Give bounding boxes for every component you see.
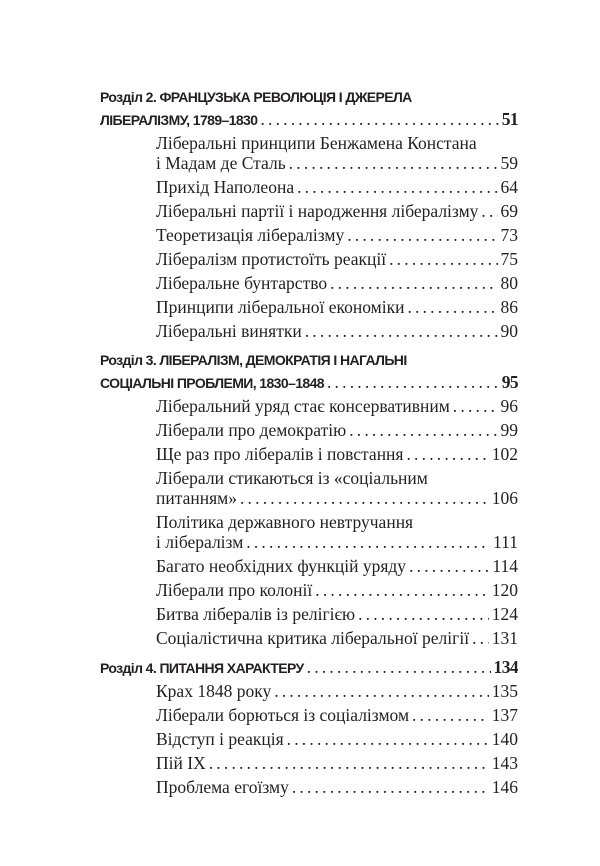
chapter-title-row xyxy=(100,108,518,131)
toc-entry[interactable] xyxy=(156,199,518,223)
dot-leader xyxy=(260,108,498,130)
toc-entry[interactable] xyxy=(156,175,518,199)
entry-row xyxy=(156,753,518,773)
entry-title-text: і лібералізм xyxy=(156,532,244,552)
entry-title-text: Ліберальний уряд стає консервативним xyxy=(156,396,450,416)
dot-leader xyxy=(287,729,489,749)
chapter-title-row xyxy=(100,656,518,679)
dot-leader xyxy=(406,444,488,464)
page-number: 96 xyxy=(500,396,518,416)
entry-row xyxy=(156,604,518,624)
table-of-contents xyxy=(100,86,518,805)
page-number: 111 xyxy=(493,532,518,552)
page-number: 51 xyxy=(501,109,518,129)
dot-leader xyxy=(297,177,497,197)
dot-leader xyxy=(315,580,488,600)
entry-row xyxy=(156,681,518,701)
entry-title-text: Ліберальні партії і народження лібералізму xyxy=(156,201,479,221)
entry-title-text: питанням» xyxy=(156,488,237,508)
page-number: 146 xyxy=(491,777,518,797)
entry-row xyxy=(156,628,518,648)
entry-row xyxy=(156,444,518,464)
toc-entry[interactable] xyxy=(156,131,518,175)
entry-title-text: Соціалістична критика ліберальної релігії xyxy=(156,628,470,648)
entry-row xyxy=(156,249,518,269)
entry-title-text: Ліберальні принципи Бенжамена Констана xyxy=(156,133,477,153)
entry-row xyxy=(156,488,518,508)
entry-row xyxy=(156,177,518,197)
page-number: 59 xyxy=(500,153,518,173)
chapter-title-line xyxy=(100,656,518,679)
page-number: 131 xyxy=(491,628,518,648)
page-number: 106 xyxy=(491,488,518,508)
chapter-title-text: ЛІБЕРАЛІЗМУ, 1789–1830 xyxy=(100,112,258,128)
entry-row xyxy=(156,556,518,576)
dot-leader xyxy=(453,396,498,416)
toc-entry[interactable] xyxy=(156,703,518,727)
toc-entry[interactable] xyxy=(156,510,518,554)
dot-leader xyxy=(327,371,499,393)
chapter-title-line xyxy=(100,349,518,371)
entry-row xyxy=(156,729,518,749)
dot-leader xyxy=(409,556,489,576)
entry-title-text: Крах 1848 року xyxy=(156,681,272,701)
page-number: 140 xyxy=(491,729,518,749)
dot-leader xyxy=(305,321,498,341)
entry-row xyxy=(156,396,518,416)
page-number: 90 xyxy=(500,321,518,341)
page-number: 137 xyxy=(491,705,518,725)
toc-entry[interactable] xyxy=(156,418,518,442)
entry-title-text: Відступ і реакція xyxy=(156,729,284,749)
entry-title-text: Прихід Наполеона xyxy=(156,177,295,197)
toc-chapter xyxy=(100,349,518,650)
entry-row xyxy=(156,201,518,221)
dot-leader xyxy=(209,753,489,773)
entry-title-text: Принципи ліберальної економіки xyxy=(156,297,405,317)
dot-leader xyxy=(292,777,489,797)
entry-title-text: Теоретизація лібералізму xyxy=(156,225,345,245)
page-number: 114 xyxy=(492,556,518,576)
dot-leader xyxy=(289,153,498,173)
chapter-title-text: Розділ 2. ФРАНЦУЗЬКА РЕВОЛЮЦІЯ І ДЖЕРЕЛА xyxy=(100,89,412,105)
toc-entry[interactable] xyxy=(156,271,518,295)
dot-leader xyxy=(347,225,497,245)
toc-entry[interactable] xyxy=(156,727,518,751)
page-number: 75 xyxy=(500,249,518,269)
dot-leader xyxy=(407,297,497,317)
dot-leader xyxy=(307,656,491,678)
entry-title-text: Ще раз про лібералів і повстання xyxy=(156,444,404,464)
dot-leader xyxy=(389,249,497,269)
chapter-title-line xyxy=(100,371,518,394)
entry-title-text: Пій IX xyxy=(156,753,206,773)
entry-row xyxy=(156,153,518,173)
toc-chapter xyxy=(100,86,518,343)
toc-entry[interactable] xyxy=(156,247,518,271)
entry-title-text: Битва лібералів із релігією xyxy=(156,604,356,624)
chapter-title-row xyxy=(100,371,518,394)
toc-entry[interactable] xyxy=(156,466,518,510)
entry-row xyxy=(156,580,518,600)
toc-entry[interactable] xyxy=(156,775,518,799)
page-number: 134 xyxy=(493,657,518,677)
entry-title-text: і Мадам де Сталь xyxy=(156,153,286,173)
dot-leader xyxy=(349,420,497,440)
page-number: 102 xyxy=(491,444,518,464)
page-number: 124 xyxy=(491,604,518,624)
dot-leader xyxy=(330,273,497,293)
dot-leader xyxy=(412,705,489,725)
dot-leader xyxy=(274,681,489,701)
dot-leader xyxy=(358,604,489,624)
toc-entry[interactable] xyxy=(156,442,518,466)
toc-entry[interactable] xyxy=(156,295,518,319)
page-number: 73 xyxy=(500,225,518,245)
dot-leader xyxy=(240,488,489,508)
page-number: 143 xyxy=(491,753,518,773)
entry-row xyxy=(156,321,518,341)
chapter-title-text: Розділ 3. ЛІБЕРАЛІЗМ, ДЕМОКРАТІЯ І НАГАЛЬНІ xyxy=(100,352,407,368)
dot-leader xyxy=(246,532,490,552)
entry-title-text: Ліберали про демократію xyxy=(156,420,347,440)
chapter-title-line xyxy=(100,108,518,131)
entry-title-text: Ліберали борються із соціалізмом xyxy=(156,705,410,725)
entry-row xyxy=(156,225,518,245)
dot-leader xyxy=(472,628,489,648)
chapter-title-line xyxy=(100,86,518,108)
toc-entry[interactable] xyxy=(156,223,518,247)
page-number: 135 xyxy=(491,681,518,701)
toc-entry[interactable] xyxy=(156,751,518,775)
toc-entry[interactable] xyxy=(156,679,518,703)
entry-row xyxy=(156,532,518,552)
entry-title-text: Ліберали стикаються із «соціальним xyxy=(156,468,428,488)
entry-row xyxy=(156,273,518,293)
chapter-title-text: Розділ 4. ПИТАННЯ ХАРАКТЕРУ xyxy=(100,660,304,676)
toc-chapter xyxy=(100,656,518,799)
entry-title-text: Ліберальні винятки xyxy=(156,321,302,341)
entry-row xyxy=(156,420,518,440)
toc-entry[interactable] xyxy=(156,578,518,602)
entry-row xyxy=(156,705,518,725)
toc-entry[interactable] xyxy=(156,602,518,626)
page-number: 86 xyxy=(500,297,518,317)
toc-entry[interactable] xyxy=(156,554,518,578)
page-number: 120 xyxy=(491,580,518,600)
entry-title-text: Ліберали про колонії xyxy=(156,580,313,600)
toc-entry[interactable] xyxy=(156,626,518,650)
dot-leader xyxy=(481,201,497,221)
entry-title-text: Політика державного невтручання xyxy=(156,512,414,532)
chapter-title-text: СОЦІАЛЬНІ ПРОБЛЕМИ, 1830–1848 xyxy=(100,375,324,391)
toc-entry[interactable] xyxy=(156,319,518,343)
entry-title-text: Ліберальне бунтарство xyxy=(156,273,328,293)
entry-row xyxy=(156,777,518,797)
page-number: 80 xyxy=(500,273,518,293)
page-number: 99 xyxy=(500,420,518,440)
page-number: 95 xyxy=(501,372,518,392)
page-number: 69 xyxy=(500,201,518,221)
entry-row xyxy=(156,297,518,317)
entry-title-text: Багато необхідних функцій уряду xyxy=(156,556,407,576)
entry-title-text: Проблема егоїзму xyxy=(156,777,289,797)
toc-entry[interactable] xyxy=(156,394,518,418)
entry-title-text: Лібералізм протистоїть реакції xyxy=(156,249,387,269)
page-number: 64 xyxy=(500,177,518,197)
